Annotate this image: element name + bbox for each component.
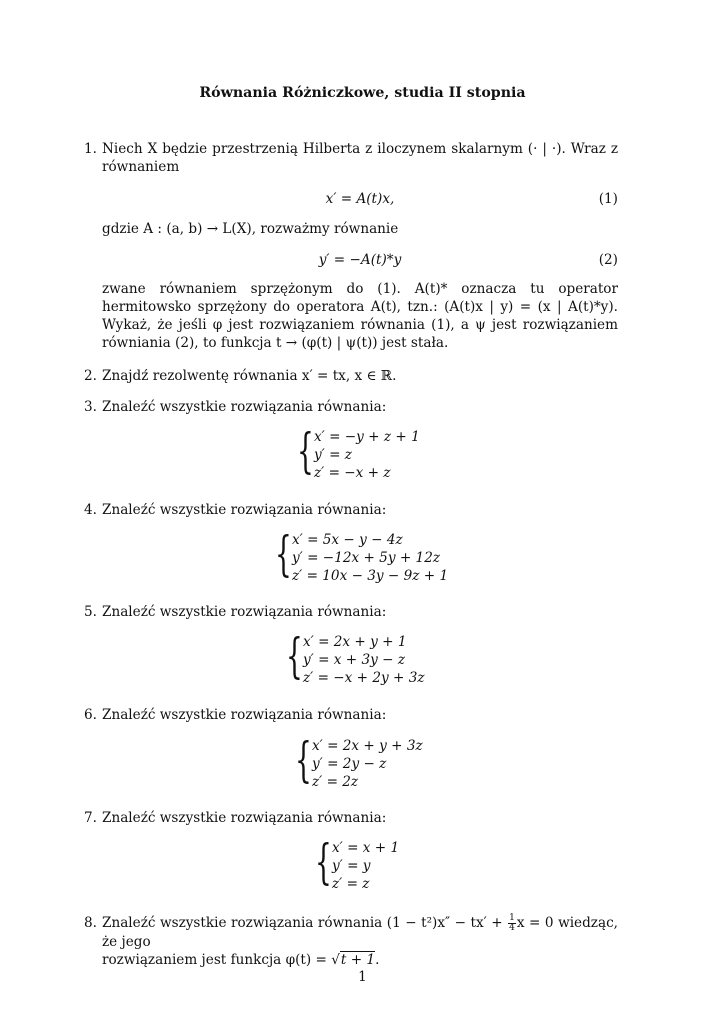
problem-7: [84, 809, 618, 827]
sqrt-sign: √: [331, 952, 340, 968]
left-brace: {: [297, 423, 314, 479]
system-line: x′ = 2x + y + 3z: [312, 738, 423, 754]
page-number: 1: [358, 969, 367, 985]
problem-text: Znaleźć wszystkie rozwiązania równania:: [102, 399, 387, 415]
problem-number: 6.: [84, 707, 97, 723]
problem-text: Znajdź rezolwentę równania x′ = tx, x ∈ ℝ.: [102, 368, 397, 384]
problem-3: [84, 398, 618, 416]
system-line: x′ = x + 1: [332, 840, 400, 856]
equation-tag: (2): [598, 252, 618, 268]
system-line: y′ = y: [332, 858, 371, 874]
problem-5: [84, 603, 618, 621]
equation-1: [102, 190, 618, 210]
problem-number: 2.: [84, 368, 97, 384]
sqrt-argument: t + 1: [340, 952, 376, 968]
system-line: z′ = 10x − 3y − 9z + 1: [292, 568, 449, 584]
fraction-numerator: 1: [509, 913, 515, 923]
problem-8: [84, 914, 618, 969]
equation-tag: (1): [598, 191, 618, 207]
problem-number: 8.: [84, 915, 97, 931]
system-line: y′ = x + 3y − z: [303, 652, 406, 668]
problem-text: Niech X będzie przestrzenią Hilberta z iloczynem skalarnym (· | ·). Wraz z równaniem: [102, 141, 618, 175]
problem-number: 3.: [84, 399, 97, 415]
problem-text: Znaleźć wszystkie rozwiązania równania:: [102, 707, 387, 723]
problem-text-part: rozwiązaniem jest funkcja φ(t) =: [102, 952, 327, 968]
system-line: x′ = 2x + y + 1: [303, 634, 407, 650]
problem-text: [102, 951, 618, 969]
equation-text: x′ = A(t)x,: [325, 191, 395, 207]
fraction-denominator: 4: [509, 923, 515, 933]
system-line: y′ = z: [314, 447, 352, 463]
problem-text: [102, 914, 618, 951]
system-line: z′ = z: [332, 876, 370, 892]
system-line: x′ = 5x − y − 4z: [292, 532, 403, 548]
problem-text: zwane równaniem sprzężonym do (1). A(t)* oznacza tu operator hermitowsko sprzężony do operatora A(t), tzn.: (A(t)x | y) = (x | A(t)*y). Wykaż, że jeśli φ jest rozwiązaniem równania (1), a ψ jest rozwiązaniem równiania (2), to funkcja t → (φ(t) | ψ(t)) jest stała.: [102, 281, 618, 351]
problem-text: Znaleźć wszystkie rozwiązania równania:: [102, 502, 387, 518]
system-line: z′ = −x + z: [314, 465, 391, 481]
problem-number: 4.: [84, 502, 97, 518]
system-line: x′ = −y + z + 1: [314, 429, 420, 445]
equation-text: y′ = −A(t)*y: [318, 252, 402, 268]
problem-number: 1.: [84, 141, 97, 157]
problem-2: [84, 367, 618, 385]
system-line: y′ = 2y − z: [312, 756, 387, 772]
problem-4: [84, 501, 618, 519]
left-brace: {: [295, 732, 312, 788]
system-line: y′ = −12x + 5y + 12z: [292, 550, 441, 566]
problem-text-part: .: [375, 952, 380, 968]
equation-2: [102, 251, 618, 271]
system-line: z′ = 2z: [312, 774, 359, 790]
problem-text: Znaleźć wszystkie rozwiązania równania:: [102, 810, 387, 826]
problem-text-part: x = 0 wiedząc, że jego: [102, 915, 618, 950]
problem-6: [84, 706, 618, 724]
problem-1: [84, 140, 618, 352]
left-brace: {: [275, 526, 292, 582]
problem-number: 5.: [84, 604, 97, 620]
problem-number: 7.: [84, 810, 97, 826]
left-brace: {: [315, 834, 332, 890]
problem-text-part: Znaleźć wszystkie rozwiązania równania (1 − t²)x″ − tx′ +: [102, 915, 503, 931]
page-title: Równania Różniczkowe, studia II stopnia: [199, 85, 526, 101]
system-line: z′ = −x + 2y + 3z: [303, 670, 425, 686]
fraction: [508, 914, 516, 933]
left-brace: {: [286, 628, 303, 684]
problem-text: Znaleźć wszystkie rozwiązania równania:: [102, 604, 387, 620]
problem-text: gdzie A : (a, b) → L(X), rozważmy równanie: [102, 221, 399, 237]
